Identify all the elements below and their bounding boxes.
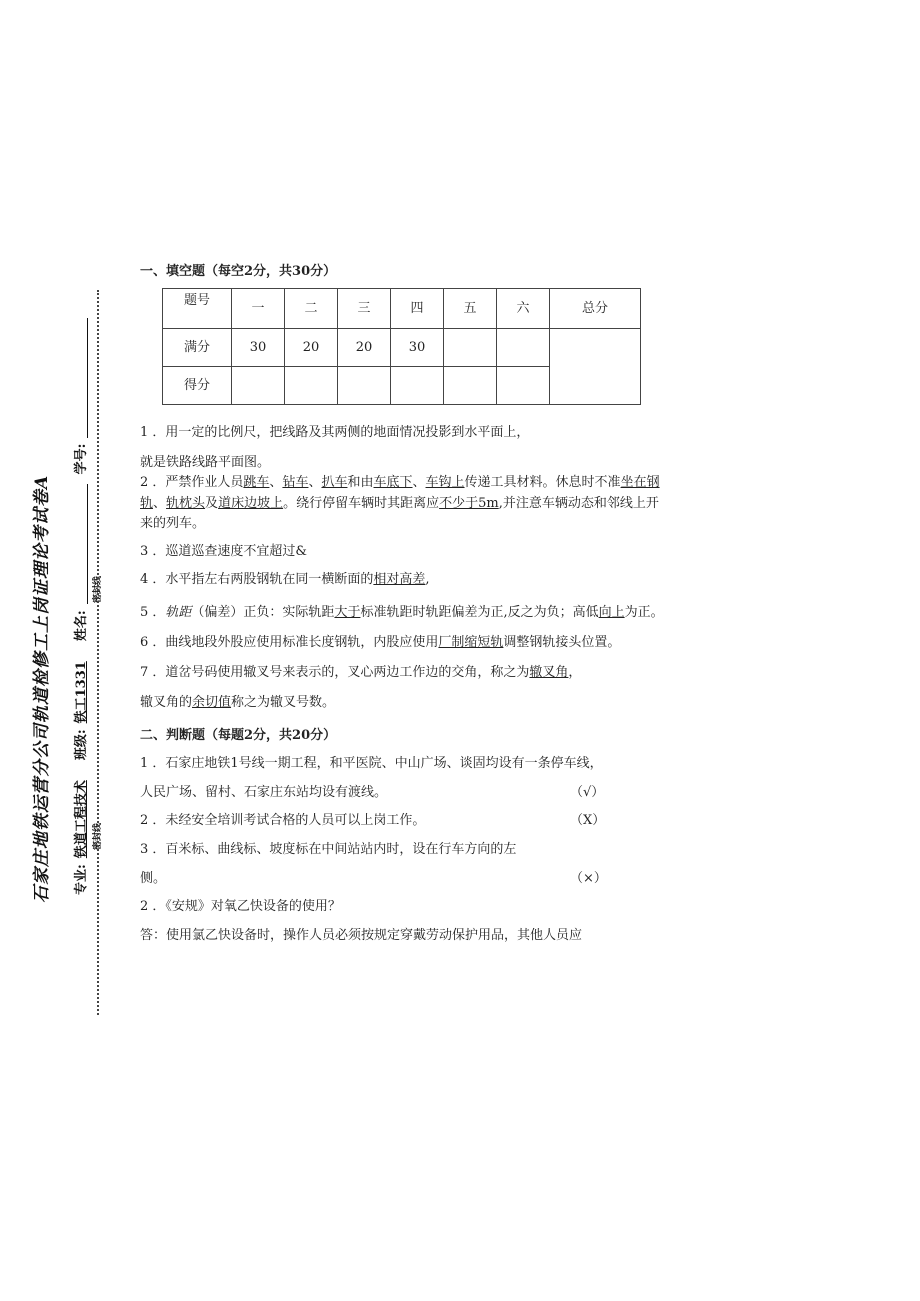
q7-answer: 辙叉角 (529, 664, 569, 680)
q4-answer: 相对高差 (373, 571, 426, 587)
question-1-line2: 就是铁路线路平面图。 (140, 455, 271, 471)
judge-2-text: 2 ．未经安全培训考试合格的人员可以上岗工作。 (140, 813, 426, 829)
got-score-3[interactable] (338, 367, 391, 405)
full-score-row (163, 329, 641, 367)
q5-text: 为正。 (624, 605, 664, 621)
question-1 (140, 423, 665, 443)
q2-text: 、 (308, 475, 322, 491)
q6-answer: 厂制缩短轨 (438, 635, 504, 651)
q4-text: , (425, 571, 430, 587)
got-score-label: 得分 (163, 367, 232, 405)
q5-answer: 大于 (334, 605, 361, 621)
full-score-5 (444, 329, 497, 367)
major-label: 专业: (74, 864, 89, 895)
q2-text: 、 (269, 475, 283, 491)
student-id-field[interactable] (87, 318, 88, 438)
q6-text: 6 ．曲线地段外股应使用标准长度钢轨，内股应使用 (140, 635, 439, 651)
student-id-label: 学号: (74, 443, 89, 475)
class-label: 班级: (74, 729, 89, 761)
q5-term: 轨距 (165, 605, 192, 621)
judge-3-row2 (140, 865, 665, 894)
q7-text: 辙叉角的 (140, 694, 193, 710)
q2-answer: 扒车 (321, 475, 348, 491)
full-score-label: 满分 (163, 329, 232, 367)
question-3 (140, 542, 665, 562)
col-3: 三 (338, 289, 391, 329)
judge-1-row2 (140, 779, 665, 808)
exam-title-vertical: 石家庄地铁运营分公司轨道检修工上岗证理论考试卷A (32, 474, 52, 903)
seal-dotted-line (97, 290, 99, 1015)
judge-1-answer: （√） (570, 784, 605, 800)
question-1-cont (140, 453, 665, 473)
short-answer-question: 2 ．《安规》对氧乙快设备的使用？ (140, 899, 341, 915)
seal-line-label-bottom: 密封线 (93, 822, 103, 850)
col-2: 二 (285, 289, 338, 329)
q4-text: 4 ．水平指左右两股钢轨在同一横断面的 (140, 571, 374, 587)
got-score-5[interactable] (444, 367, 497, 405)
judge-1 (140, 750, 665, 807)
q3-text: 3 ．巡道巡查速度不宜超过& (140, 543, 307, 559)
q2-answer: 道床边坡上 (218, 495, 284, 511)
q6-text: 调整钢轨接头位置。 (503, 635, 621, 651)
q7-text: 称之为辙叉号数。 (231, 694, 336, 710)
total-score-cell[interactable] (550, 329, 641, 405)
question-7 (140, 658, 665, 718)
q2-text: 传递工具材料。休息时不准 (464, 475, 621, 491)
q2-answer: 坐在钢轨 (140, 475, 660, 511)
q2-text: 和由 (347, 475, 374, 491)
judge-3 (140, 836, 665, 893)
q2-answer: 钻车 (282, 475, 309, 491)
judge-2 (140, 807, 665, 836)
judge-1-line2: 人民广场、留村、石家庄东站均设有渡线。 (140, 784, 388, 800)
full-score-1: 30 (232, 329, 285, 367)
col-5: 五 (444, 289, 497, 329)
got-score-4[interactable] (391, 367, 444, 405)
judge-3-answer: （×） (570, 870, 607, 886)
got-score-2[interactable] (285, 367, 338, 405)
col-1: 一 (232, 289, 285, 329)
q5-text: 5 ． (140, 605, 166, 621)
q7-text: 7 ．道岔号码使用辙叉号来表示的，叉心两边工作边的交角，称之为 (140, 664, 530, 680)
q2-answer: 车钩上 (425, 475, 465, 491)
section2-heading: 二、判断题（每题2分，共20分） (140, 727, 337, 743)
class-value: 铁工1331 (74, 661, 89, 724)
major-value: 铁道工程技术 (74, 780, 89, 859)
q2-text: 2 ．严禁作业人员 (140, 475, 244, 491)
q7-answer: 余切值 (192, 694, 232, 710)
q2-answer: 跳车 (243, 475, 270, 491)
section1-heading: 一、填空题（每空2分，共30分） (140, 264, 337, 279)
judge-3-line2: 侧。 (140, 870, 167, 886)
q5-text: （偏差）正负：实际轨距 (191, 605, 335, 621)
full-score-3: 20 (338, 329, 391, 367)
question-5 (140, 598, 665, 628)
col-6: 六 (497, 289, 550, 329)
q5-text: 标准轨距时轨距偏差为正,反之为负；高低 (360, 605, 599, 621)
col-total: 总分 (550, 289, 641, 329)
judge-1-line1: 1 ．石家庄地铁1号线一期工程，和平医院、中山广场、谈固均设有一条停车线， (140, 756, 603, 772)
got-score-1[interactable] (232, 367, 285, 405)
q2-answer: 轨枕头 (166, 495, 206, 511)
student-info-vertical (70, 308, 89, 895)
judge-3-line1: 3 ．百米标、曲线标、坡度标在中间站站内时，设在行车方向的左 (140, 842, 517, 858)
header-label-cell: 题号 (163, 289, 232, 329)
q2-text: 及 (205, 495, 219, 511)
q2-answer: 不少于5m (439, 495, 499, 511)
seal-line-label-top: 密封线 (93, 575, 103, 603)
col-4: 四 (391, 289, 444, 329)
full-score-4: 30 (391, 329, 444, 367)
name-field[interactable] (87, 484, 88, 604)
question-1-line1: 1 ．用一定的比例尺，把线路及其两侧的地面情况投影到水平面上， (140, 425, 530, 441)
q2-answer: 车底下 (373, 475, 413, 491)
score-table (162, 288, 641, 405)
q2-text: 、 (153, 495, 167, 511)
q2-text: 、 (412, 475, 426, 491)
short-answer-text: 答：使用氯乙快设备时，操作人员必须按规定穿戴劳动保护用品，其他人员应 (140, 927, 583, 943)
q7-text: ， (568, 664, 582, 680)
name-label: 姓名: (74, 610, 89, 642)
question-4 (140, 570, 665, 590)
got-score-6[interactable] (497, 367, 550, 405)
score-table-header-row (163, 289, 641, 329)
question-6 (140, 628, 665, 658)
q5-answer: 向上 (598, 605, 625, 621)
question-2 (140, 473, 665, 533)
q2-text: ,并注意车辆动态和邻线上开来的列车。 (140, 495, 659, 531)
judge-2-answer: （X） (570, 813, 606, 829)
full-score-6 (497, 329, 550, 367)
q2-text: 。绕行停留车辆时其距离应 (283, 495, 440, 511)
full-score-2: 20 (285, 329, 338, 367)
exam-content (140, 262, 665, 950)
